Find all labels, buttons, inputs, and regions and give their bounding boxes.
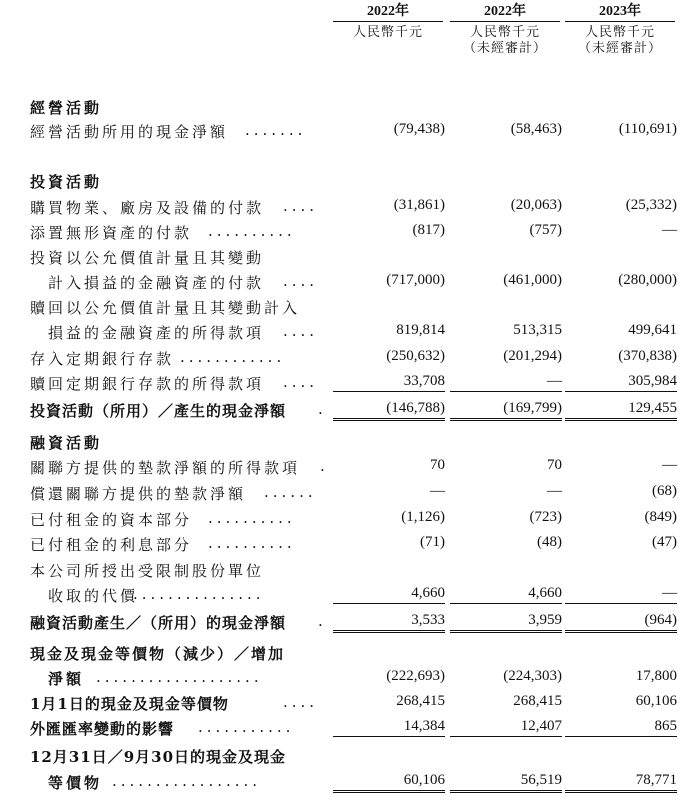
row-label: 存入定期銀行存款 xyxy=(30,350,175,368)
value-2022-unaudited: (169,799) xyxy=(450,400,562,421)
row-label: 外匯匯率變動的影響 xyxy=(30,720,175,738)
table-row xyxy=(0,319,700,345)
leader-dots: ........... xyxy=(198,718,295,736)
value-2022: 3,533 xyxy=(333,612,445,633)
value-2022-unaudited: (723) xyxy=(529,509,562,525)
value-2022-unaudited: (461,000) xyxy=(503,272,562,288)
subtotal-row-financing xyxy=(0,609,700,635)
table-row xyxy=(0,582,700,608)
row-label: 已付租金的資本部分 xyxy=(30,511,193,529)
table-row xyxy=(0,743,700,769)
header-rule xyxy=(565,21,675,22)
value-2022: (1,126) xyxy=(401,509,445,525)
value-2022: 14,384 xyxy=(333,718,445,737)
column-header-year: 2023年 xyxy=(599,4,641,19)
table-row xyxy=(0,454,700,480)
table-row xyxy=(0,506,700,532)
table-row xyxy=(0,531,700,557)
value-2023-unaudited: 865 xyxy=(565,718,677,737)
value-2023-unaudited: 499,641 xyxy=(628,322,677,338)
column-header-year: 2022年 xyxy=(484,4,526,19)
leader-dots: ....... xyxy=(245,121,307,139)
value-2023-unaudited: — xyxy=(565,585,677,604)
row-label: 等價物 xyxy=(48,774,103,792)
value-2022: (222,693) xyxy=(386,668,445,684)
column-header-3 xyxy=(565,4,675,57)
row-label: 添置無形資產的付款 xyxy=(30,224,193,242)
value-2023-unaudited: 305,984 xyxy=(565,373,677,392)
section-heading-financing xyxy=(0,429,700,455)
section-heading-investing xyxy=(0,168,700,194)
row-label: 收取的代價 xyxy=(48,587,139,605)
row-label: 經營活動所用的現金淨額 xyxy=(30,123,229,141)
row-label: 贖回以公允價值計量且其變動計入 xyxy=(30,299,301,317)
column-header-2 xyxy=(450,4,560,57)
value-2022-unaudited: 4,660 xyxy=(450,585,562,604)
value-2023-unaudited: (280,000) xyxy=(618,272,677,288)
value-2023-unaudited: (370,838) xyxy=(618,348,677,364)
value-2022: (717,000) xyxy=(386,272,445,288)
value-2022: 70 xyxy=(430,457,445,473)
row-label: 本公司所授出受限制股份單位 xyxy=(30,562,265,580)
leader-dots: .... xyxy=(283,322,319,340)
value-2022-unaudited: (201,294) xyxy=(503,348,562,364)
leader-dots: . xyxy=(320,457,329,475)
row-label: 償還關聯方提供的墊款淨額 xyxy=(30,485,247,503)
column-header-note: （未經審計） xyxy=(577,41,662,56)
row-label: 投資以公允價值計量且其變動 xyxy=(30,249,265,267)
leader-dots: .... xyxy=(283,197,319,215)
subtotal-row-investing xyxy=(0,397,700,423)
value-2022-unaudited: 268,415 xyxy=(513,693,562,709)
total-row-closing-cash xyxy=(0,769,700,795)
value-2022: 60,106 xyxy=(333,772,445,793)
table-row xyxy=(0,345,700,371)
row-label: 現金及現金等價物（減少）／增加 xyxy=(30,645,286,663)
value-2022: 4,660 xyxy=(333,585,445,604)
leader-dots: ............ xyxy=(180,348,286,366)
value-2023-unaudited: 129,455 xyxy=(565,400,677,421)
value-2022: (146,788) xyxy=(333,400,445,421)
leader-dots: . xyxy=(318,400,327,418)
value-2022-unaudited: (757) xyxy=(529,222,562,238)
leader-dots: ............... xyxy=(133,585,265,603)
row-label: 融資活動 xyxy=(30,434,103,452)
value-2022: 33,708 xyxy=(333,373,445,392)
value-2023-unaudited: 17,800 xyxy=(635,668,677,684)
value-2022: (817) xyxy=(412,222,445,238)
column-header-1 xyxy=(333,4,443,41)
row-label: 1月1日的現金及現金等價物 xyxy=(30,695,229,713)
leader-dots: ...... xyxy=(264,483,317,501)
value-2022: (250,632) xyxy=(386,348,445,364)
leader-dots: .... xyxy=(283,373,319,391)
value-2023-unaudited: (849) xyxy=(644,509,677,525)
row-label: 計入損益的金融資產的付款 xyxy=(48,274,265,292)
value-2022: (79,438) xyxy=(393,121,445,137)
value-2022-unaudited: — xyxy=(450,373,562,392)
table-row xyxy=(0,480,700,506)
row-label: 投資活動 xyxy=(30,173,103,191)
leader-dots: . xyxy=(318,612,327,630)
table-row xyxy=(0,219,700,245)
value-2023-unaudited: 78,771 xyxy=(565,772,677,793)
value-2022: (31,861) xyxy=(393,197,445,213)
table-row xyxy=(0,194,700,220)
row-label: 購買物業、廠房及設備的付款 xyxy=(30,199,265,217)
row-label: 損益的金融資產的所得款項 xyxy=(48,324,265,342)
row-label: 已付租金的利息部分 xyxy=(30,536,193,554)
value-2022-unaudited: (58,463) xyxy=(510,121,562,137)
table-row xyxy=(0,370,700,396)
table-row xyxy=(0,244,700,270)
row-label: 經營活動 xyxy=(30,99,103,117)
leader-dots: .......... xyxy=(208,222,296,240)
column-header-note: （未經審計） xyxy=(462,41,547,56)
row-label: 贖回定期銀行存款的所得款項 xyxy=(30,375,265,393)
table-row xyxy=(0,640,700,666)
row-label: 12月31日／9月30日的現金及現金 xyxy=(30,748,287,766)
row-label: 融資活動產生／（所用）的現金淨額 xyxy=(30,614,287,632)
leader-dots: ................... xyxy=(96,668,263,686)
value-2022-unaudited: 70 xyxy=(547,457,562,473)
row-label: 淨額 xyxy=(48,670,85,688)
value-2023-unaudited: (68) xyxy=(652,483,677,499)
value-2022-unaudited: (48) xyxy=(537,534,562,550)
column-header-unit: 人民幣千元 xyxy=(469,25,540,40)
value-2022: 268,415 xyxy=(396,693,445,709)
leader-dots: .... xyxy=(283,272,319,290)
value-2022-unaudited: 12,407 xyxy=(450,718,562,737)
value-2022: — xyxy=(430,483,445,499)
value-2022-unaudited: (224,303) xyxy=(503,668,562,684)
table-row xyxy=(0,715,700,741)
column-header-unit: 人民幣千元 xyxy=(584,25,655,40)
value-2022-unaudited: — xyxy=(547,483,562,499)
leader-dots: .......... xyxy=(208,534,296,552)
value-2022-unaudited: 3,959 xyxy=(450,612,562,633)
value-2023-unaudited: (110,691) xyxy=(618,121,677,137)
value-2023-unaudited: — xyxy=(662,222,677,238)
value-2023-unaudited: (964) xyxy=(565,612,677,633)
table-row xyxy=(0,294,700,320)
section-heading-operating xyxy=(0,94,700,120)
row-label: 關聯方提供的墊款淨額的所得款項 xyxy=(30,459,301,477)
column-header-year: 2022年 xyxy=(367,4,409,19)
table-row xyxy=(0,557,700,583)
value-2023-unaudited: — xyxy=(662,457,677,473)
table-row xyxy=(0,690,700,716)
leader-dots: ................. xyxy=(112,772,262,790)
value-2022-unaudited: 513,315 xyxy=(513,322,562,338)
value-2023-unaudited: (47) xyxy=(652,534,677,550)
row-label: 投資活動（所用）／產生的現金淨額 xyxy=(30,402,287,420)
leader-dots: .......... xyxy=(208,509,296,527)
header-rule xyxy=(450,21,560,22)
value-2022-unaudited: (20,063) xyxy=(510,197,562,213)
value-2022-unaudited: 56,519 xyxy=(450,772,562,793)
value-2022: (71) xyxy=(420,534,445,550)
value-2023-unaudited: (25,332) xyxy=(625,197,677,213)
value-2023-unaudited: 60,106 xyxy=(635,693,677,709)
value-2022: 819,814 xyxy=(396,322,445,338)
table-row xyxy=(0,269,700,295)
table-row xyxy=(0,118,700,144)
header-rule xyxy=(333,21,443,22)
table-row xyxy=(0,665,700,691)
column-header-unit: 人民幣千元 xyxy=(352,25,423,40)
leader-dots: .... xyxy=(283,693,319,711)
